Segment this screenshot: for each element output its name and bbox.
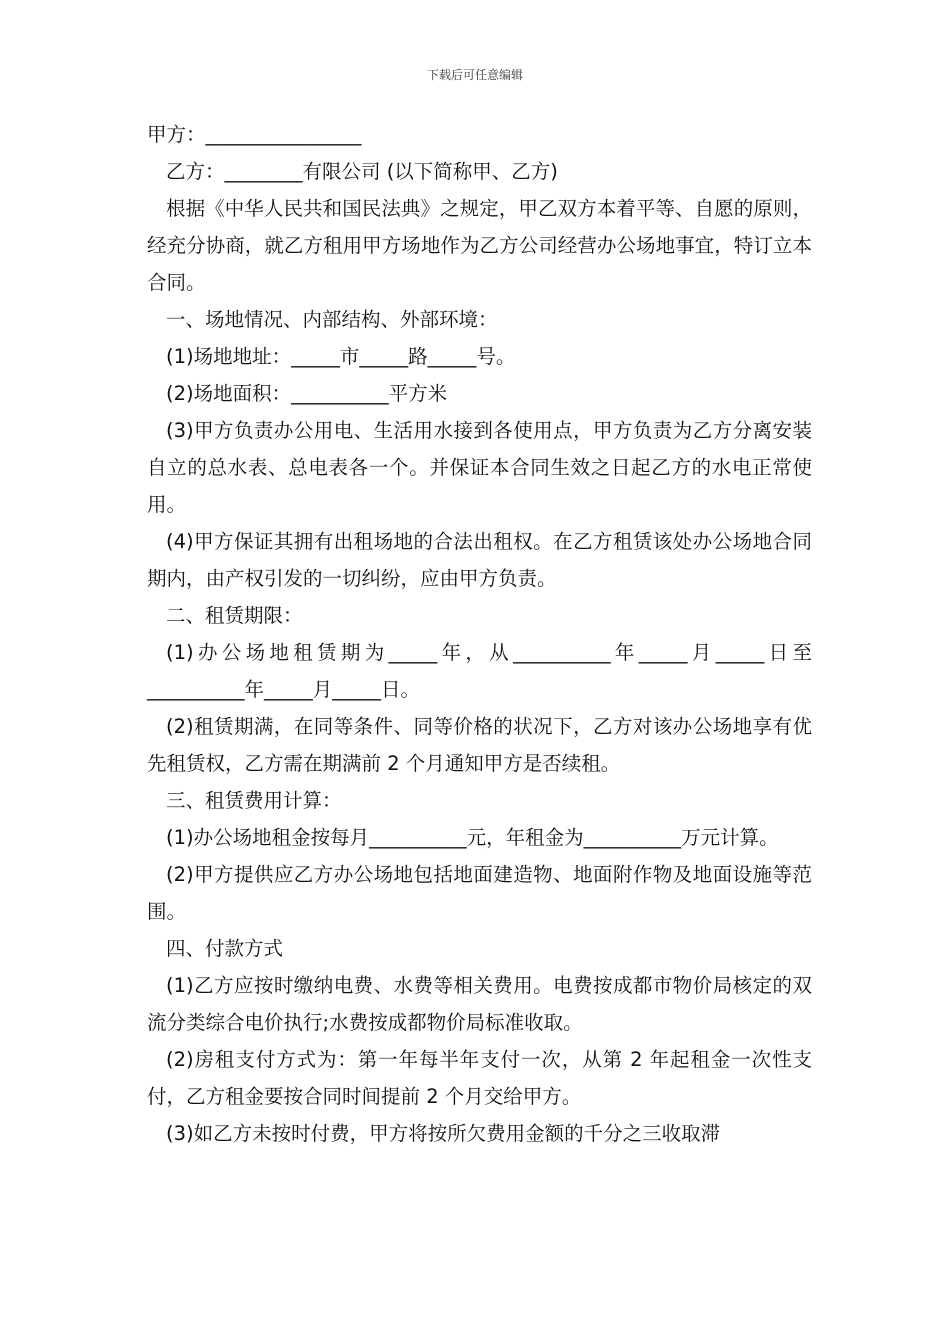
section-heading-2: 二、租赁期限： [166,604,303,627]
clause-3-1: (1)办公场地租金按每月__________元，年租金为__________万元计算。 [166,826,779,849]
clause-2-2: (2)租赁期满，在同等条件、同等价格的状况下，乙方对该办公场地享有优先租赁权，乙方需在期满前 2 个月通知甲方是否续租。 [147,715,812,775]
preamble-paragraph: 根据《中华人民共和国民法典》之规定，甲乙双方本着平等、自愿的原则，经充分协商，就乙方租用甲方场地作为乙方公司经营办公场地事宜，特订立本合同。 [147,197,812,294]
clause-3-2: (2)甲方提供应乙方办公场地包括地面建造物、地面附作物及地面设施等范围。 [147,863,812,923]
section-heading-3: 三、租赁费用计算： [166,789,342,812]
clause-1-3: (3)甲方负责办公用电、生活用水接到各使用点，甲方负责为乙方分离安装自立的总水表、总电表各一个。并保证本合同生效之日起乙方的水电正常使用。 [147,419,812,516]
contract-body [147,116,812,1152]
clause-4-3: (3)如乙方未按时付费，甲方将按所欠费用金额的千分之三收取滞 [166,1122,721,1145]
section-heading-1: 一、场地情况、内部结构、外部环境： [166,308,498,331]
clause-2-1: (1)办公场地租赁期为_____年，从__________年_____月_____日至__________年_____月_____日。 [147,641,812,701]
page-header-note: 下载后可任意编辑 [426,68,523,82]
clause-1-2: (2)场地面积：__________平方米 [166,382,448,405]
party-b-line: 乙方：________有限公司 (以下简称甲、乙方) [166,160,558,183]
section-heading-4: 四、付款方式 [166,937,284,960]
clause-1-1: (1)场地地址：_____市_____路_____号。 [166,345,516,368]
clause-1-4: (4)甲方保证其拥有出租场地的合法出租权。在乙方租赁该处办公场地合同期内，由产权引发的一切纠纷，应由甲方负责。 [147,530,812,590]
clause-4-2: (2)房租支付方式为：第一年每半年支付一次，从第 2 年起租金一次性支付，乙方租金要按合同时间提前 2 个月交给甲方。 [147,1048,812,1108]
party-a-line: 甲方：________________ [147,123,362,146]
clause-4-1: (1)乙方应按时缴纳电费、水费等相关费用。电费按成都市物价局核定的双流分类综合电价执行;水费按成都物价局标准收取。 [147,974,812,1034]
